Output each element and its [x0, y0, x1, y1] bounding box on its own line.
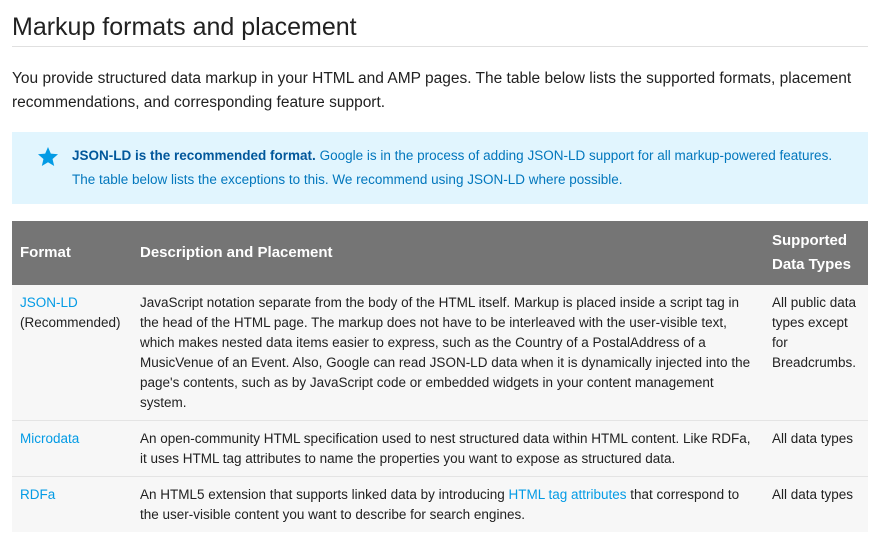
jsonld-link[interactable]: JSON-LD — [20, 295, 78, 310]
callout-text: Google is in the process of adding JSON-LD support for all markup-powered features. The table below lists the exceptions to this. We recommend using JSON-LD where possible. — [72, 148, 833, 187]
intro-paragraph: You provide structured data markup in your HTML and AMP pages. The table below lists the supported formats, placement recommendations, and corresponding feature support. — [12, 70, 852, 111]
format-cell — [12, 285, 132, 421]
recommendation-callout — [12, 132, 868, 204]
star-icon — [36, 145, 60, 169]
table-row — [12, 477, 868, 533]
types-cell: All data types — [764, 477, 868, 533]
rdfa-link[interactable]: RDFa — [20, 487, 56, 502]
table-header-row — [12, 221, 868, 285]
header-format: Format — [12, 221, 132, 285]
description-text: An HTML5 extension that supports linked data by introducing — [140, 487, 509, 502]
table-row — [12, 421, 868, 477]
page-title: Markup formats and placement — [12, 0, 868, 47]
format-cell — [12, 421, 132, 477]
header-description: Description and Placement — [132, 221, 764, 285]
description-cell: An open-community HTML specification used to nest structured data within HTML content. Like RDFa, it uses HTML tag attributes to name the properties you want to expose as structured data. — [132, 421, 764, 477]
types-cell: All data types — [764, 421, 868, 477]
description-cell: JavaScript notation separate from the body of the HTML itself. Markup is placed inside a script tag in the head of the HTML page. The markup does not have to be interleaved with the user-visible text, which makes nested data items easier to express, such as the Country of a PostalAddress of a MusicVenue of an Event. Also, Google can read JSON-LD data when it is dynamically injected into the page's contents, such as by JavaScript code or embedded widgets in your content management system. — [132, 285, 764, 421]
callout-bold-text: JSON-LD is the recommended format. — [72, 148, 316, 163]
format-note: (Recommended) — [20, 315, 121, 330]
format-cell — [12, 477, 132, 533]
table-row — [12, 285, 868, 421]
microdata-link[interactable]: Microdata — [20, 431, 80, 446]
description-text: that correspond to the user-visible content you want to describe for search engines. — [140, 487, 740, 522]
formats-table — [12, 221, 868, 532]
description-cell — [132, 477, 764, 533]
html-tag-attributes-link[interactable]: HTML tag attributes — [508, 487, 627, 502]
types-cell: All public data types except for Breadcrumbs. — [764, 285, 868, 421]
header-types: Supported Data Types — [764, 221, 868, 285]
